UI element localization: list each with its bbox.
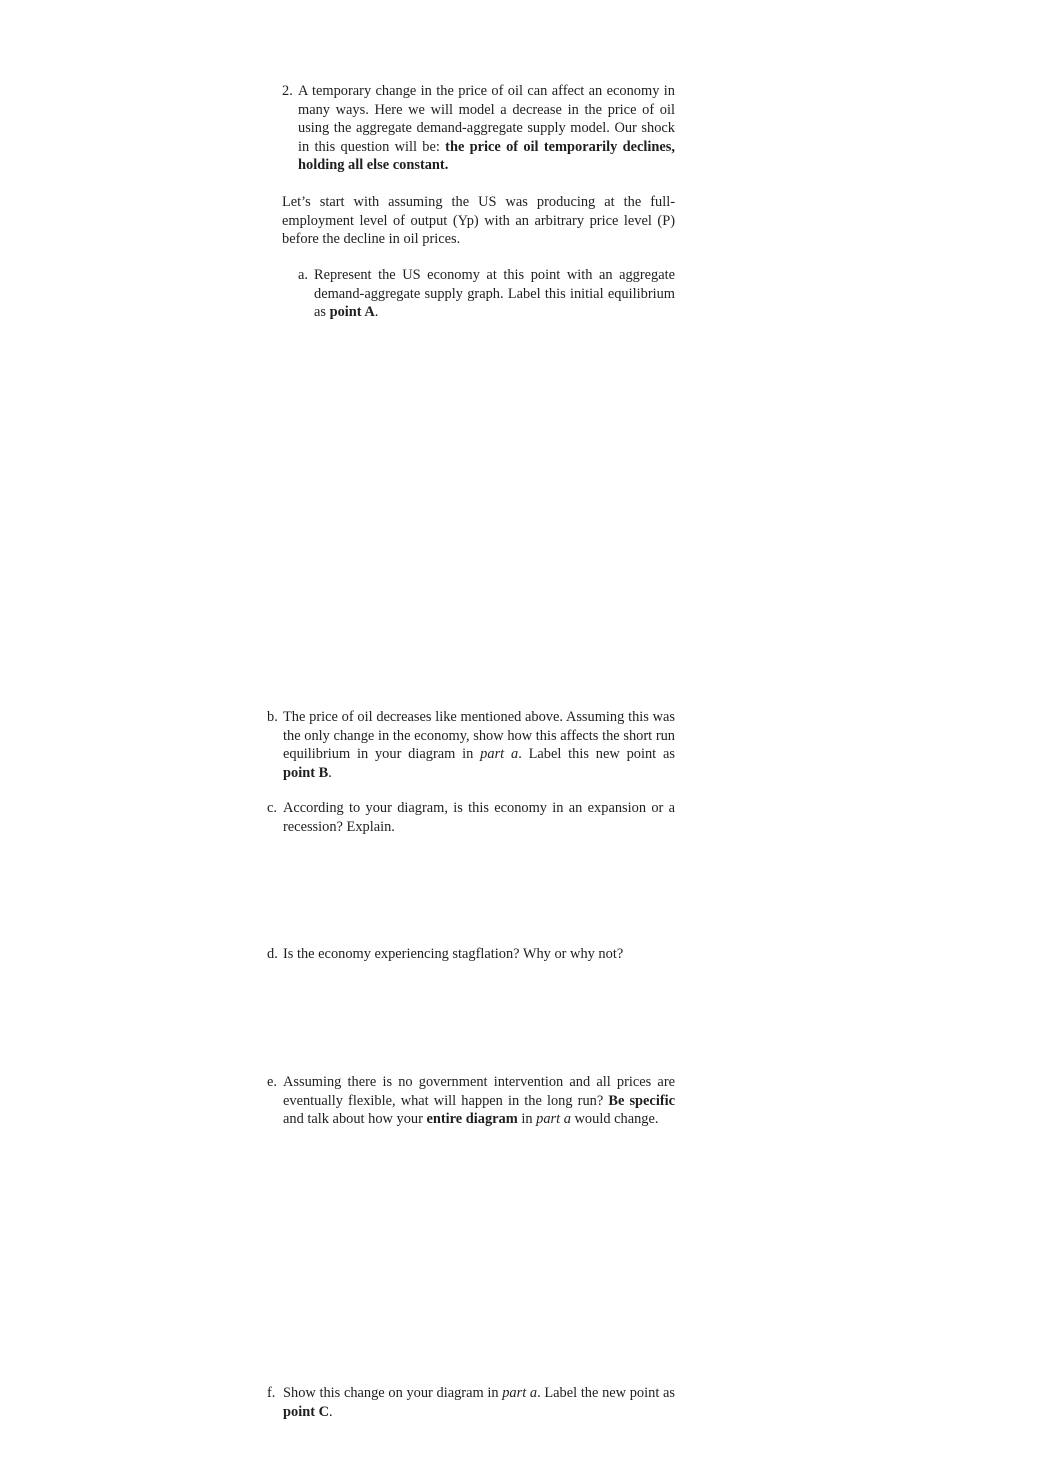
intro-shock-bold: the price of oil temporarily declines, holding all else constant. — [298, 138, 675, 174]
part-d — [267, 945, 675, 964]
part-a-label: a. — [298, 267, 308, 283]
part-c-label: c. — [267, 800, 277, 816]
intro-text: A temporary change in the price of oil can affect an economy in many ways. Here we will model a decrease in the price of oil using the aggregate demand-aggregate supply model. Our shock in this question will be: — [298, 83, 675, 155]
part-b-ref-italic: part a — [480, 746, 519, 763]
part-e-text-3: in — [517, 1111, 537, 1128]
part-b-text: The price of oil decreases like mentioned above. Assuming this was the only change in the economy, show how this affects the short run equilibrium in your diagram in — [283, 709, 675, 763]
part-e — [267, 1073, 675, 1129]
part-f-label: f. — [267, 1385, 276, 1401]
part-f-text-2: . Label the new point as — [537, 1385, 675, 1401]
part-f-point-bold: point C — [283, 1403, 329, 1420]
part-e-text: Assuming there is no government intervention and all prices are eventually flexible, what will happen in the long run? — [283, 1074, 675, 1109]
part-c-text: According to your diagram, is this economy in an expansion or a recession? Explain. — [283, 800, 675, 835]
question-intro — [282, 82, 675, 175]
setup-paragraph: Let’s start with assuming the US was producing at the full-employment level of output (Yp) with an arbitrary price level (P) before the decline in oil prices. — [282, 194, 675, 248]
part-f-period: . — [328, 1403, 333, 1420]
part-f — [267, 1384, 675, 1421]
part-e-text-4: would change. — [570, 1111, 659, 1128]
part-f-text: Show this change on your diagram in — [283, 1385, 503, 1401]
part-a-period: . — [374, 304, 379, 321]
part-b-label: b. — [267, 709, 278, 725]
part-c — [267, 799, 675, 836]
part-f-ref-italic: part a — [502, 1385, 538, 1401]
part-e-bold-1: Be specific — [608, 1092, 675, 1109]
part-e-label: e. — [267, 1074, 277, 1090]
part-a-text: Represent the US economy at this point with an aggregate demand-aggregate supply graph. Label this initial equilibrium as — [314, 267, 675, 321]
part-d-text: Is the economy experiencing stagflation? Why or why not? — [283, 946, 624, 962]
part-b-text-2: . Label this new point as — [518, 746, 675, 763]
question-number: 2. — [282, 83, 293, 99]
part-a — [298, 266, 675, 322]
part-b-point-bold: point B — [283, 764, 329, 781]
part-e-text-2: and talk about how your — [283, 1111, 427, 1128]
part-e-bold-2: entire diagram — [426, 1111, 518, 1128]
part-b — [267, 708, 675, 782]
part-d-label: d. — [267, 946, 278, 962]
part-b-period: . — [328, 764, 332, 781]
part-e-ref-italic: part a — [536, 1111, 571, 1128]
part-a-point-bold: point A — [329, 304, 375, 321]
